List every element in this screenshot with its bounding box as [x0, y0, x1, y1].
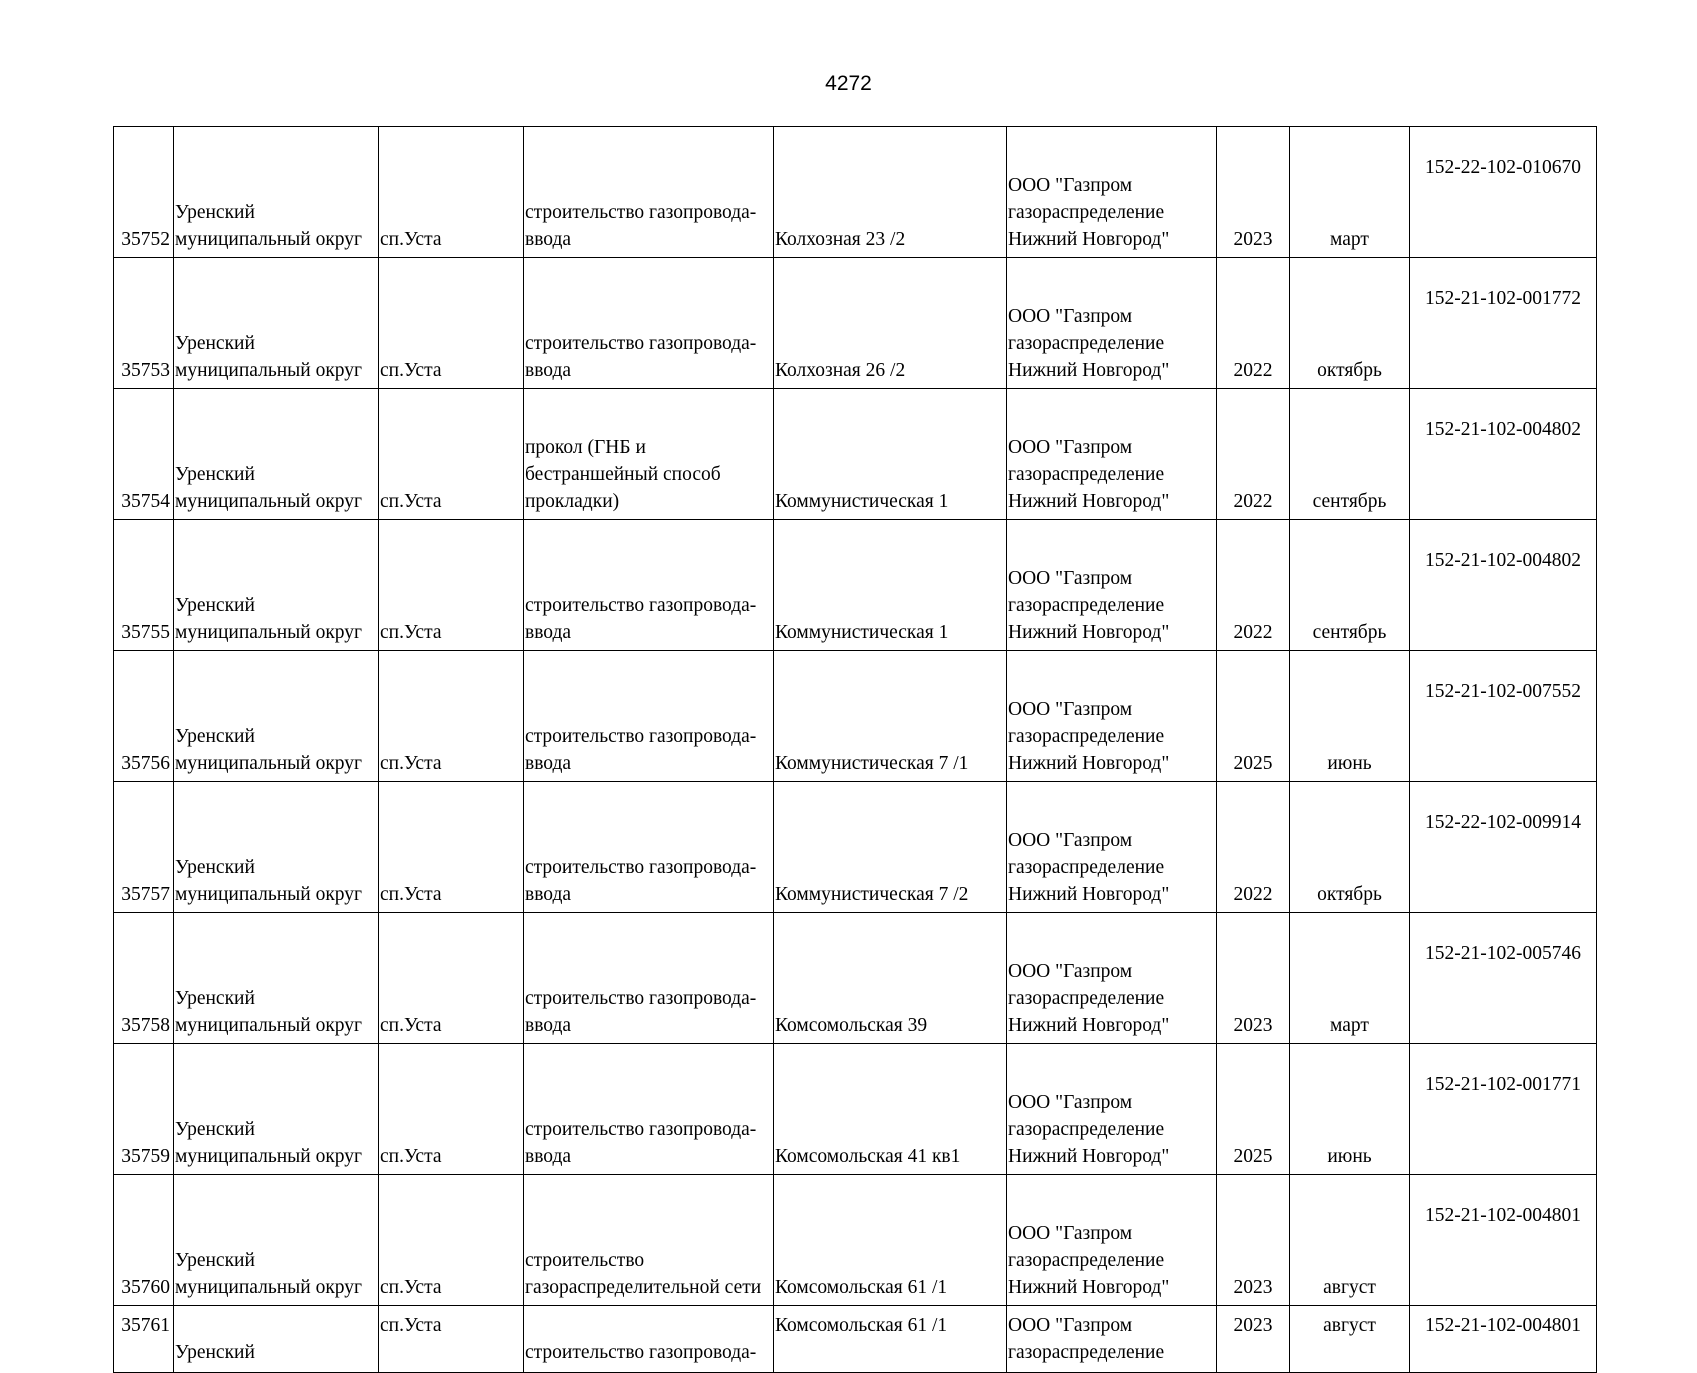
- code-text: 152-21-102-005746: [1425, 943, 1581, 964]
- organization-text: ООО "Газпром газораспределение Нижний Новгород": [1008, 830, 1170, 905]
- settlement-cell: [379, 651, 524, 782]
- address-text: Комсомольская 61 /1: [775, 1315, 948, 1336]
- code-cell: [1410, 258, 1597, 389]
- settlement-cell: [379, 258, 524, 389]
- row-number-cell: [114, 1175, 174, 1306]
- settlement-cell: [379, 1044, 524, 1175]
- work-type-cell: [524, 782, 774, 913]
- organization-text: ООО "Газпром газораспределение Нижний Новгород": [1008, 1092, 1170, 1167]
- gas-works-table: [113, 126, 1597, 1373]
- address-text: Комсомольская 61 /1: [775, 1277, 948, 1298]
- district-cell: [174, 913, 379, 1044]
- year-cell: [1217, 913, 1290, 1044]
- organization-cell: [1007, 651, 1217, 782]
- month-cell: [1290, 127, 1410, 258]
- month-cell: [1290, 651, 1410, 782]
- district-cell: [174, 782, 379, 913]
- page-number: 4272: [825, 72, 872, 95]
- district-cell: [174, 127, 379, 258]
- code-text: 152-21-102-004801: [1425, 1205, 1581, 1226]
- address-cell: [774, 127, 1007, 258]
- work-type-text: строительство газопровода-: [525, 1342, 757, 1363]
- code-text: 152-21-102-001772: [1425, 288, 1581, 309]
- settlement-text: сп.Уста: [380, 1315, 442, 1336]
- row-number-text: 35756: [121, 753, 170, 774]
- district-text: Уренский муниципальный округ: [175, 1119, 363, 1167]
- address-text: Коммунистическая 7 /1: [775, 753, 969, 774]
- district-text: Уренский муниципальный округ: [175, 333, 363, 381]
- work-type-text: строительство газопровода- ввода: [525, 726, 757, 774]
- organization-text: ООО "Газпром газораспределение Нижний Новгород": [1008, 306, 1170, 381]
- organization-text: ООО "Газпром газораспределение: [1008, 1315, 1165, 1363]
- district-cell: [174, 389, 379, 520]
- district-cell: [174, 1175, 379, 1306]
- row-number-text: 35759: [121, 1146, 170, 1167]
- work-type-text: строительство газопровода- ввода: [525, 333, 757, 381]
- code-cell: [1410, 1044, 1597, 1175]
- month-text: сентябрь: [1312, 491, 1387, 512]
- row-number-text: 35752: [121, 229, 170, 250]
- table-row: [114, 1044, 1597, 1175]
- organization-cell: [1007, 258, 1217, 389]
- row-number-text: 35760: [121, 1277, 170, 1298]
- year-text: 2023: [1233, 1277, 1273, 1298]
- organization-text: ООО "Газпром газораспределение Нижний Новгород": [1008, 699, 1170, 774]
- settlement-text: сп.Уста: [380, 622, 442, 643]
- work-type-cell: [524, 913, 774, 1044]
- row-number-text: 35755: [121, 622, 170, 643]
- settlement-cell: [379, 1306, 524, 1373]
- district-text: Уренский муниципальный округ: [175, 857, 363, 905]
- month-cell: [1290, 258, 1410, 389]
- organization-text: ООО "Газпром газораспределение Нижний Новгород": [1008, 437, 1170, 512]
- month-text: июнь: [1327, 1146, 1372, 1167]
- code-cell: [1410, 520, 1597, 651]
- month-cell: [1290, 1306, 1410, 1373]
- year-cell: [1217, 520, 1290, 651]
- code-cell: [1410, 651, 1597, 782]
- settlement-text: сп.Уста: [380, 229, 442, 250]
- month-text: октябрь: [1317, 884, 1382, 905]
- settlement-text: сп.Уста: [380, 360, 442, 381]
- district-cell: [174, 1044, 379, 1175]
- work-type-cell: [524, 1306, 774, 1373]
- address-text: Колхозная 26 /2: [775, 360, 906, 381]
- month-text: март: [1330, 1015, 1369, 1036]
- row-number-text: 35761: [121, 1315, 170, 1336]
- row-number-cell: [114, 258, 174, 389]
- organization-text: ООО "Газпром газораспределение Нижний Новгород": [1008, 961, 1170, 1036]
- organization-text: ООО "Газпром газораспределение Нижний Новгород": [1008, 1223, 1170, 1298]
- work-type-text: строительство газопровода- ввода: [525, 202, 757, 250]
- address-cell: [774, 258, 1007, 389]
- code-text: 152-21-102-004801: [1425, 1315, 1581, 1336]
- year-text: 2023: [1233, 1315, 1273, 1336]
- settlement-cell: [379, 520, 524, 651]
- organization-text: ООО "Газпром газораспределение Нижний Новгород": [1008, 568, 1170, 643]
- district-text: Уренский: [175, 1342, 255, 1363]
- organization-cell: [1007, 913, 1217, 1044]
- organization-cell: [1007, 782, 1217, 913]
- address-cell: [774, 1175, 1007, 1306]
- month-cell: [1290, 389, 1410, 520]
- table-row: [114, 389, 1597, 520]
- table-row: [114, 1175, 1597, 1306]
- district-text: Уренский муниципальный округ: [175, 1250, 363, 1298]
- settlement-text: сп.Уста: [380, 1277, 442, 1298]
- code-cell: [1410, 1175, 1597, 1306]
- district-cell: [174, 651, 379, 782]
- row-number-cell: [114, 1044, 174, 1175]
- address-cell: [774, 782, 1007, 913]
- year-cell: [1217, 651, 1290, 782]
- year-cell: [1217, 389, 1290, 520]
- month-text: август: [1323, 1277, 1376, 1298]
- year-text: 2025: [1233, 1146, 1273, 1167]
- month-cell: [1290, 913, 1410, 1044]
- work-type-text: строительство газопровода- ввода: [525, 988, 757, 1036]
- code-cell: [1410, 1306, 1597, 1373]
- settlement-text: сп.Уста: [380, 491, 442, 512]
- year-cell: [1217, 1175, 1290, 1306]
- organization-cell: [1007, 520, 1217, 651]
- row-number-cell: [114, 651, 174, 782]
- work-type-cell: [524, 389, 774, 520]
- month-cell: [1290, 1175, 1410, 1306]
- month-text: март: [1330, 229, 1369, 250]
- organization-text: ООО "Газпром газораспределение Нижний Новгород": [1008, 175, 1170, 250]
- address-text: Коммунистическая 1: [775, 491, 949, 512]
- year-text: 2022: [1233, 884, 1273, 905]
- organization-cell: [1007, 389, 1217, 520]
- year-text: 2022: [1233, 360, 1273, 381]
- settlement-cell: [379, 127, 524, 258]
- organization-cell: [1007, 1175, 1217, 1306]
- work-type-cell: [524, 1044, 774, 1175]
- year-text: 2022: [1233, 491, 1273, 512]
- month-text: август: [1323, 1315, 1376, 1336]
- address-text: Колхозная 23 /2: [775, 229, 906, 250]
- row-number-cell: [114, 1306, 174, 1373]
- row-number-text: 35754: [121, 491, 170, 512]
- settlement-text: сп.Уста: [380, 1146, 442, 1167]
- district-text: Уренский муниципальный округ: [175, 595, 363, 643]
- row-number-cell: [114, 520, 174, 651]
- district-text: Уренский муниципальный округ: [175, 726, 363, 774]
- year-text: 2023: [1233, 229, 1273, 250]
- district-cell: [174, 1306, 379, 1373]
- table-row: [114, 651, 1597, 782]
- row-number-cell: [114, 782, 174, 913]
- row-number-text: 35753: [121, 360, 170, 381]
- work-type-cell: [524, 258, 774, 389]
- code-text: 152-21-102-001771: [1425, 1074, 1581, 1095]
- address-cell: [774, 520, 1007, 651]
- district-cell: [174, 258, 379, 389]
- settlement-text: сп.Уста: [380, 884, 442, 905]
- month-cell: [1290, 782, 1410, 913]
- code-text: 152-21-102-007552: [1425, 681, 1581, 702]
- row-number-cell: [114, 127, 174, 258]
- address-text: Комсомольская 39: [775, 1015, 928, 1036]
- work-type-text: строительство газопровода- ввода: [525, 857, 757, 905]
- code-text: 152-21-102-004802: [1425, 419, 1581, 440]
- row-number-cell: [114, 389, 174, 520]
- settlement-cell: [379, 913, 524, 1044]
- work-type-text: строительство газопровода- ввода: [525, 595, 757, 643]
- row-number-cell: [114, 913, 174, 1044]
- month-text: июнь: [1327, 753, 1372, 774]
- row-number-text: 35758: [121, 1015, 170, 1036]
- year-cell: [1217, 782, 1290, 913]
- work-type-cell: [524, 127, 774, 258]
- organization-cell: [1007, 127, 1217, 258]
- table-row: [114, 520, 1597, 651]
- code-cell: [1410, 389, 1597, 520]
- address-cell: [774, 913, 1007, 1044]
- month-cell: [1290, 1044, 1410, 1175]
- code-cell: [1410, 913, 1597, 1044]
- address-text: Коммунистическая 1: [775, 622, 949, 643]
- code-text: 152-22-102-009914: [1425, 812, 1581, 833]
- address-cell: [774, 651, 1007, 782]
- address-cell: [774, 389, 1007, 520]
- year-cell: [1217, 127, 1290, 258]
- code-text: 152-22-102-010670: [1425, 157, 1581, 178]
- work-type-cell: [524, 520, 774, 651]
- work-type-text: строительство газораспределительной сети: [525, 1250, 762, 1298]
- code-cell: [1410, 782, 1597, 913]
- district-cell: [174, 520, 379, 651]
- address-cell: [774, 1044, 1007, 1175]
- address-text: Комсомольская 41 кв1: [775, 1146, 961, 1167]
- settlement-cell: [379, 782, 524, 913]
- settlement-text: сп.Уста: [380, 1015, 442, 1036]
- month-text: сентябрь: [1312, 622, 1387, 643]
- year-cell: [1217, 1044, 1290, 1175]
- address-cell: [774, 1306, 1007, 1373]
- organization-cell: [1007, 1044, 1217, 1175]
- year-text: 2023: [1233, 1015, 1273, 1036]
- year-text: 2022: [1233, 622, 1273, 643]
- work-type-cell: [524, 651, 774, 782]
- settlement-cell: [379, 389, 524, 520]
- table-row: [114, 913, 1597, 1044]
- code-cell: [1410, 127, 1597, 258]
- work-type-text: прокол (ГНБ и бестраншейный способ прокладки): [525, 437, 721, 512]
- organization-cell: [1007, 1306, 1217, 1373]
- month-cell: [1290, 520, 1410, 651]
- district-text: Уренский муниципальный округ: [175, 464, 363, 512]
- row-number-text: 35757: [121, 884, 170, 905]
- table-row: [114, 782, 1597, 913]
- table-row: [114, 127, 1597, 258]
- work-type-text: строительство газопровода- ввода: [525, 1119, 757, 1167]
- settlement-cell: [379, 1175, 524, 1306]
- code-text: 152-21-102-004802: [1425, 550, 1581, 571]
- month-text: октябрь: [1317, 360, 1382, 381]
- district-text: Уренский муниципальный округ: [175, 988, 363, 1036]
- table-row: [114, 1306, 1597, 1373]
- year-cell: [1217, 1306, 1290, 1373]
- year-text: 2025: [1233, 753, 1273, 774]
- year-cell: [1217, 258, 1290, 389]
- work-type-cell: [524, 1175, 774, 1306]
- table-body: [114, 127, 1597, 1373]
- district-text: Уренский муниципальный округ: [175, 202, 363, 250]
- address-text: Коммунистическая 7 /2: [775, 884, 969, 905]
- table-row: [114, 258, 1597, 389]
- settlement-text: сп.Уста: [380, 753, 442, 774]
